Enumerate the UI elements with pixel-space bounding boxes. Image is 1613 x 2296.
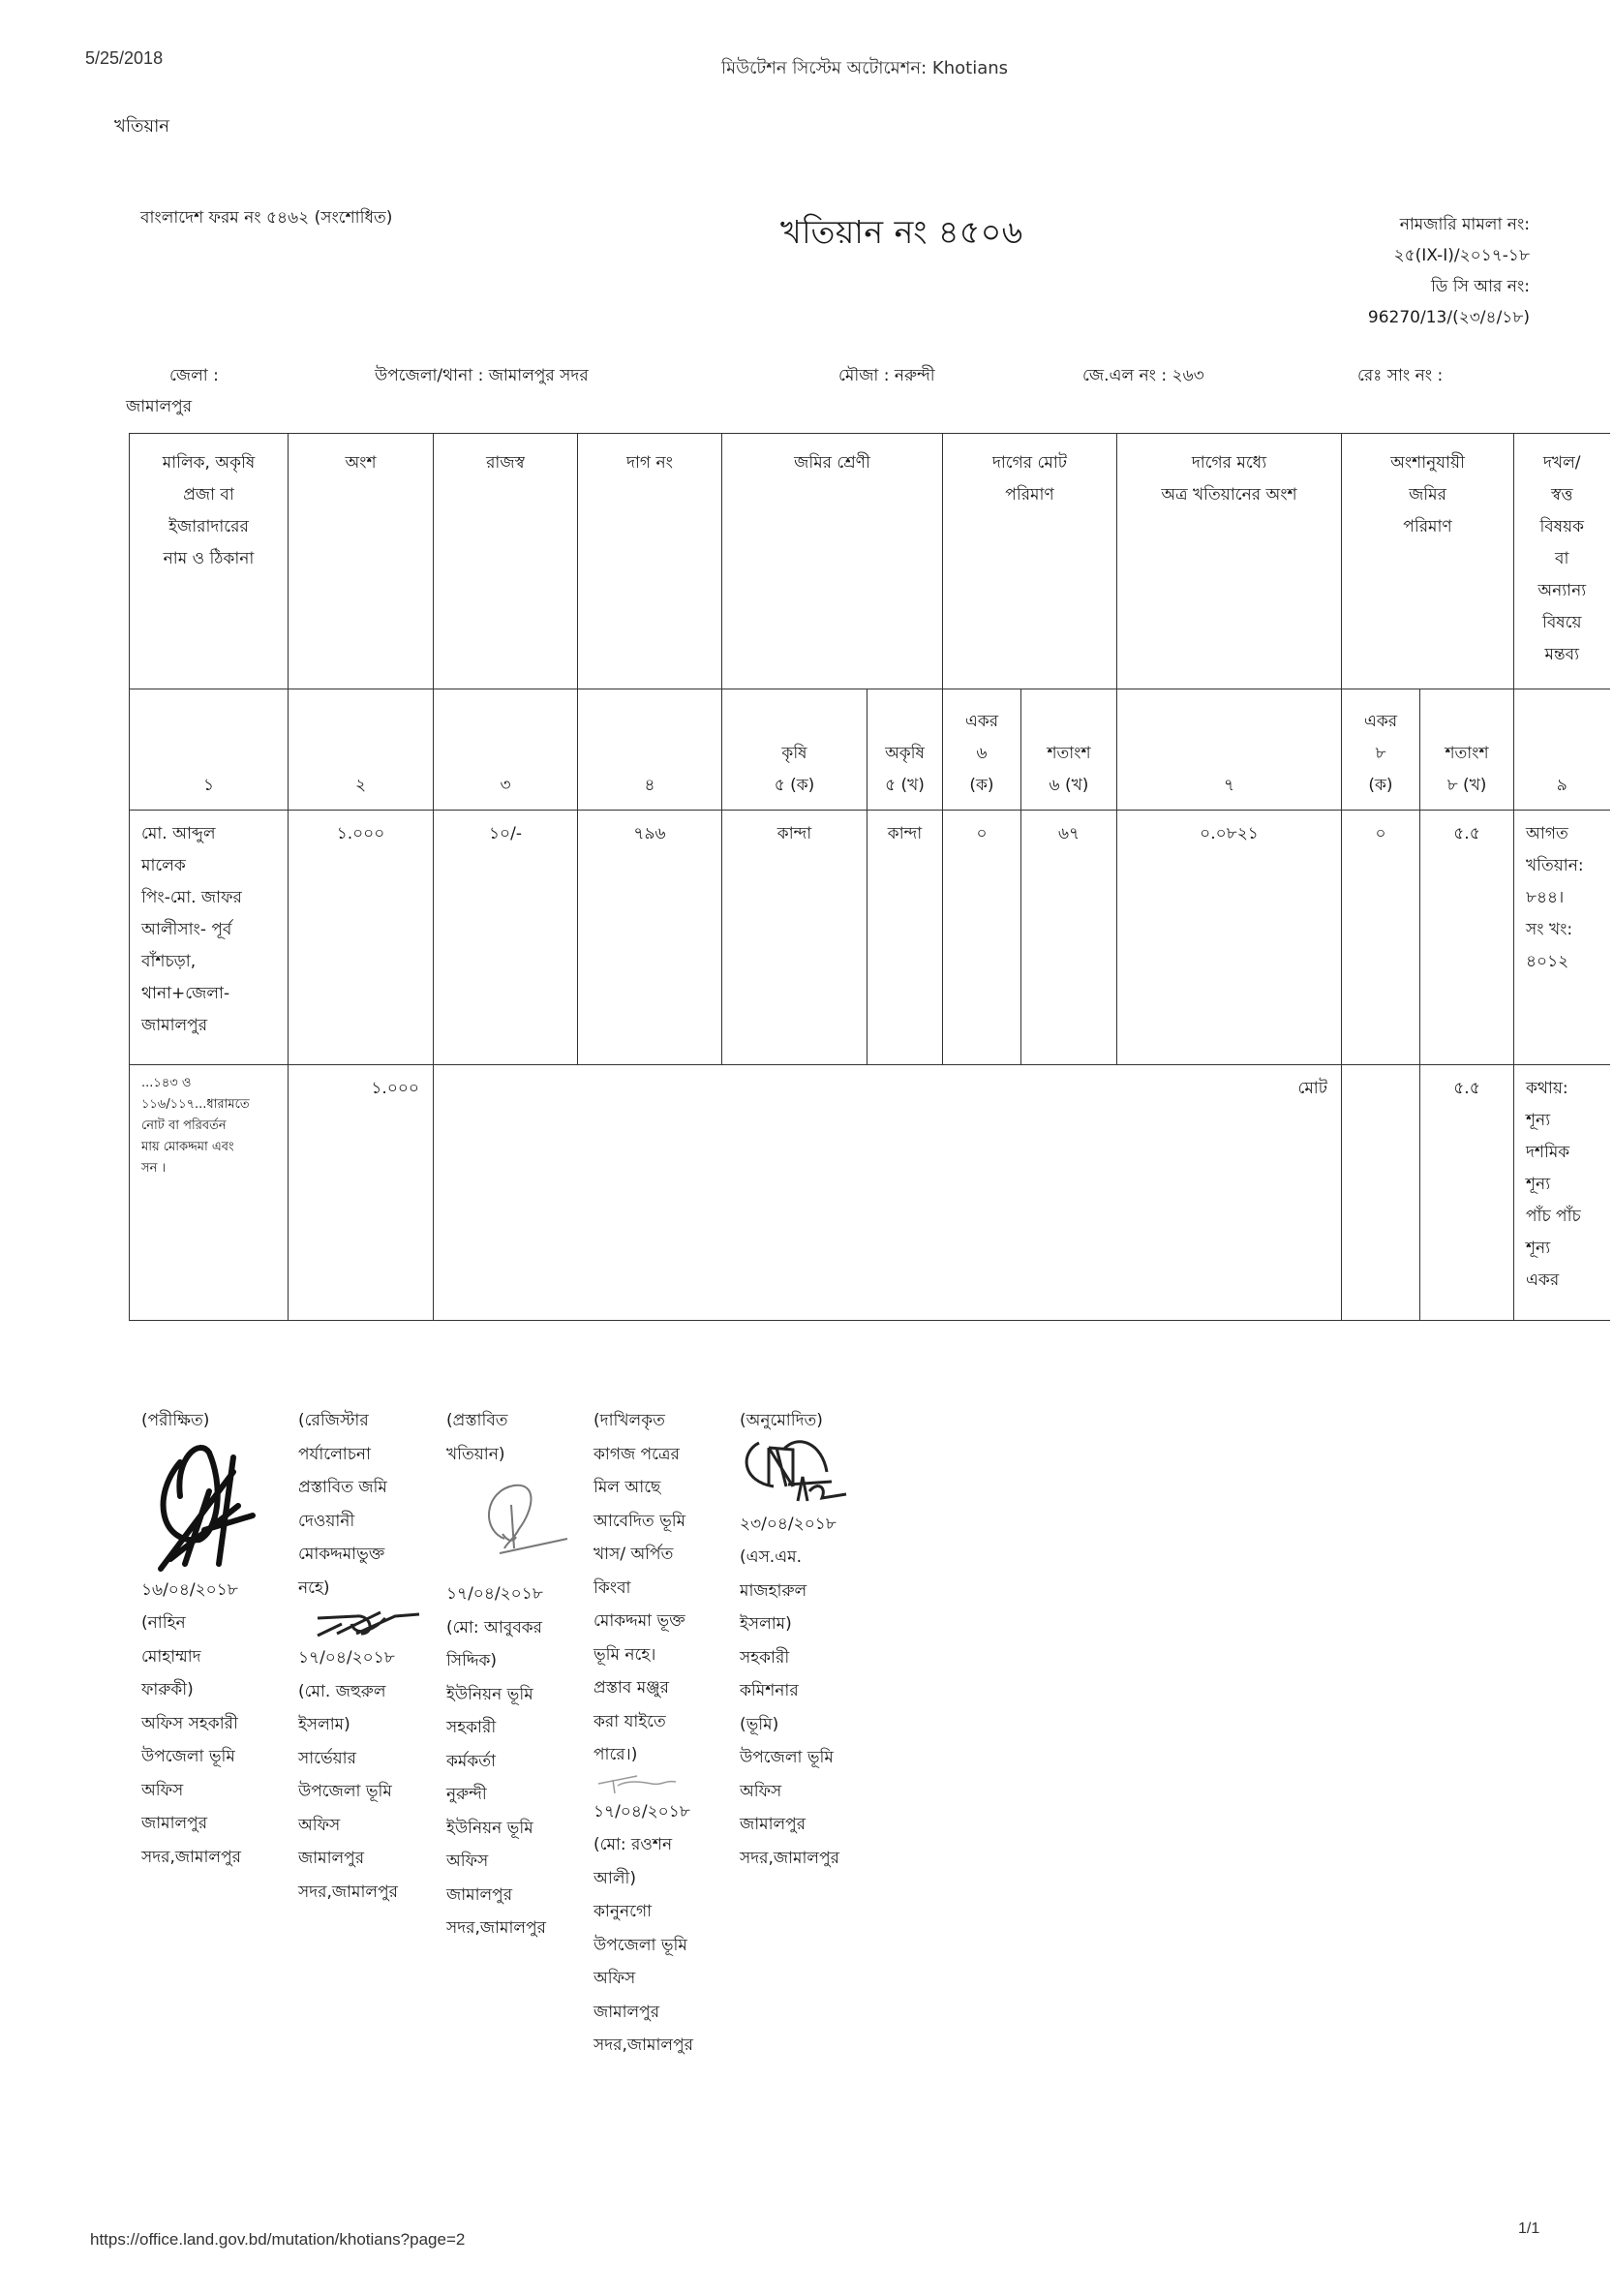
text-line: ৬	[976, 744, 988, 763]
jl-number: জে.এল নং : ২৬৩	[1082, 366, 1204, 385]
cell-share: ১.০০০	[289, 811, 434, 1065]
text-line: নোট বা পরিবর্তন	[141, 1118, 227, 1133]
total-decimal: ৫.৫	[1420, 1065, 1514, 1321]
sig-details	[593, 1828, 739, 2063]
text-line: অত্র খতিয়ানের অংশ	[1161, 485, 1297, 505]
text-line: মিল আছে	[593, 1478, 661, 1497]
print-date: 5/25/2018	[85, 48, 164, 68]
cell-dag-share: ০.০৮২১	[1117, 811, 1342, 1065]
text-line: বিষয়ে	[1541, 613, 1582, 632]
col-2: ২	[289, 689, 434, 811]
header-row	[130, 434, 1610, 689]
signature-block-approved	[740, 1404, 885, 1875]
total-remarks	[1514, 1065, 1610, 1321]
text-line: সন ।	[141, 1161, 167, 1176]
text-line: নাম ও ঠিকানা	[163, 549, 255, 568]
text-line: দেওয়ানী	[298, 1511, 355, 1531]
text-line: জামালপুর	[141, 1814, 208, 1833]
reg-number: রেঃ সাং নং :	[1357, 366, 1444, 385]
cell-decimal-share: ৫.৫	[1420, 811, 1514, 1065]
text-line: (দাখিলকৃত	[593, 1411, 665, 1430]
text-line: ইজারাদারের	[168, 517, 249, 536]
header-remarks	[1514, 434, 1610, 689]
col-3: ৩	[434, 689, 578, 811]
text-line: (প্রস্তাবিত	[446, 1411, 508, 1430]
sig-role	[593, 1404, 739, 1772]
text-line: কথায়:	[1526, 1079, 1568, 1098]
text-line: অফিস সহকারী	[141, 1713, 238, 1733]
signature-block-register-review	[298, 1404, 443, 1909]
col-5kh	[867, 689, 943, 811]
text-line: ৫ (খ)	[885, 776, 925, 795]
text-line: সদর,জামালপুর	[298, 1882, 398, 1902]
text-line: (পরীক্ষিত)	[141, 1411, 210, 1430]
text-line: একর	[964, 712, 999, 731]
table-row	[130, 811, 1610, 1065]
text-line: সদর,জামালপুর	[593, 2036, 693, 2055]
sig-date: ১৭/০৪/২০১৮	[593, 1801, 690, 1821]
text-line: শতাংশ	[1047, 744, 1091, 763]
zila	[126, 360, 219, 422]
signature-5-image	[740, 1438, 866, 1508]
print-title: মিউটেশন সিস্টেম অটোমেশন: Khotians	[721, 58, 1009, 78]
text-line: ইসলাম)	[740, 1614, 792, 1634]
text-line: খতিয়ান)	[446, 1444, 505, 1464]
cell-revenue: ১০/-	[434, 811, 578, 1065]
col-6k	[943, 689, 1021, 811]
text-line: ভূমি নহে।	[593, 1644, 656, 1665]
total-label: মোট	[434, 1065, 1342, 1321]
text-line: (অনুমোদিত)	[740, 1411, 823, 1430]
signature-block-proposed-khotian	[446, 1404, 592, 1945]
text-line: মোহাম্মাদ	[141, 1646, 201, 1667]
text-line: সদর,জামালপুর	[141, 1847, 241, 1867]
text-line: কর্মকর্তা	[446, 1751, 496, 1771]
header-dag-total	[943, 434, 1117, 689]
text-line: মাজহারুল	[740, 1580, 807, 1601]
header-share-land	[1342, 434, 1514, 689]
text-line: প্রস্তাব মঞ্জুর	[593, 1678, 670, 1698]
text-line: উপজেলা ভূমি	[141, 1747, 235, 1766]
text-line: উপজেলা ভূমি	[740, 1748, 834, 1767]
text-line: অফিস	[740, 1781, 782, 1801]
sig-date: ২৩/০৪/২০১৮	[740, 1514, 837, 1534]
text-line: সার্ভেয়ার	[298, 1748, 356, 1768]
signature-block-submitted-docs	[593, 1404, 739, 2063]
text-line: শূন্য	[1526, 1111, 1551, 1130]
text-line: জামালপুর	[141, 1016, 208, 1035]
text-line: (ভূমি)	[740, 1714, 779, 1734]
signature-1-image	[141, 1438, 267, 1574]
text-line: মো. আব্দুল	[141, 824, 216, 843]
namjari-value: ২৫(IX-I)/২০১৭-১৮	[1393, 246, 1530, 265]
sig-details	[740, 1541, 885, 1875]
text-line: আগত	[1526, 824, 1568, 843]
sig-date: ১৬/০৪/২০১৮	[141, 1579, 238, 1600]
form-number: বাংলাদেশ ফরম নং ৫৪৬২ (সংশোধিত)	[140, 208, 393, 228]
text-line: থানা+জেলা-	[141, 984, 230, 1003]
total-share: ১.০০০	[289, 1065, 434, 1321]
signature-2-image	[298, 1605, 424, 1641]
text-line: বাঁশচড়া,	[141, 952, 197, 971]
text-line: দাগের মোট	[991, 453, 1068, 473]
text-line: মালেক	[141, 856, 186, 875]
subheader-row	[130, 689, 1610, 811]
dcr-value: 96270/13/(২৩/৪/১৮)	[1367, 308, 1530, 327]
khotian-table	[129, 433, 1610, 1321]
sig-date: ১৭/০৪/২০১৮	[298, 1648, 395, 1668]
text-line: শূন্য	[1526, 1239, 1551, 1258]
text-line: আলীসাং- পূর্ব	[141, 920, 232, 939]
text-line: (নাহিন	[141, 1613, 186, 1633]
text-line: ফারুকী)	[141, 1680, 194, 1699]
text-line: সদর,জামালপুর	[446, 1918, 546, 1938]
text-line: অফিস	[298, 1815, 341, 1835]
text-line: (মো: রওশন	[593, 1835, 673, 1854]
signature-block-examined	[141, 1404, 287, 1874]
text-line: মালিক, অকৃষি	[162, 453, 256, 473]
col-1: ১	[130, 689, 289, 811]
header-dag-share	[1117, 434, 1342, 689]
cell-decimal-total: ৬৭	[1021, 811, 1117, 1065]
text-line: প্রজা বা	[183, 485, 234, 505]
col-6kh	[1021, 689, 1117, 811]
text-line: ...১৪৩ ও	[141, 1076, 192, 1090]
text-line: একর	[1526, 1270, 1560, 1290]
header-share: অংশ	[289, 434, 434, 689]
total-row	[130, 1065, 1610, 1321]
mouza: মৌজা : নরুন্দী	[838, 366, 935, 385]
sig-role	[740, 1404, 885, 1438]
text-line: দশমিক	[1526, 1143, 1570, 1162]
text-line: অকৃষি	[885, 744, 925, 763]
text-line: ইউনিয়ন ভূমি	[446, 1684, 533, 1704]
text-line: অফিস	[593, 1969, 636, 1988]
col-8kh	[1420, 689, 1514, 811]
text-line: অফিস	[446, 1852, 489, 1871]
khotian-title: খতিয়ান নং ৪৫০৬	[780, 213, 1023, 251]
col-5k	[722, 689, 867, 811]
header-revenue: রাজস্ব	[434, 434, 578, 689]
signature-3-image	[446, 1471, 572, 1577]
upazila: উপজেলা/থানা : জামালপুর সদর	[375, 366, 589, 385]
cell-remarks	[1514, 811, 1610, 1065]
text-line: শূন্য	[1526, 1175, 1551, 1194]
text-line: জামালপুর	[446, 1884, 513, 1905]
cell-agri: কান্দা	[722, 811, 867, 1065]
dcr-label: ডি সি আর নং:	[1430, 277, 1530, 296]
text-line: সহকারী	[740, 1647, 790, 1668]
sig-details	[298, 1675, 443, 1910]
text-line: জামালপুর	[593, 2002, 660, 2022]
namjari-label: নামজারি মামলা নং:	[1399, 215, 1530, 234]
text-line: পিং-মো. জাফর	[141, 888, 242, 907]
col-4: ৪	[578, 689, 722, 811]
signature-4-image	[593, 1772, 719, 1795]
sig-date: ১৭/০৪/২০১৮	[446, 1584, 543, 1604]
text-line: ১১৬/১১৭...ধারামতে	[141, 1097, 250, 1112]
text-line: কাগজ পত্রের	[593, 1444, 680, 1464]
text-line: পর্যালোচনা	[298, 1444, 371, 1464]
cell-non-agri: কান্দা	[867, 811, 943, 1065]
text-line: সহকারী	[446, 1718, 497, 1737]
text-line: পারে।)	[593, 1745, 638, 1764]
text-line: মন্তব্য	[1544, 645, 1580, 664]
text-line: ৮ (খ)	[1446, 776, 1487, 795]
sig-details	[141, 1607, 287, 1874]
text-line: পাঁচ পাঁচ	[1526, 1207, 1581, 1226]
sig-role	[298, 1404, 443, 1605]
text-line: দখল/	[1543, 453, 1581, 473]
text-line: বা	[1555, 549, 1569, 568]
cell-acre-share: ০	[1342, 811, 1420, 1065]
text-line: করা যাইতে	[593, 1711, 666, 1731]
text-line: দাগের মধ্যে	[1191, 453, 1267, 473]
footer-url: https://office.land.gov.bd/mutation/khotians?page=2	[90, 2230, 466, 2249]
text-line: আবেদিত ভূমি	[593, 1511, 686, 1531]
text-line: ৮৪৪।	[1526, 888, 1565, 907]
footer-page-number: 1/1	[1518, 2220, 1540, 2237]
text-line: শতাংশ	[1445, 744, 1489, 763]
text-line: মোকদ্দমা ভূক্ত	[593, 1611, 685, 1631]
text-line: নহে)	[298, 1577, 330, 1598]
text-line: সং খং:	[1526, 920, 1573, 939]
text-line: ৫ (ক)	[774, 776, 815, 795]
text-line: আলী)	[593, 1868, 636, 1888]
text-line: খতিয়ান:	[1526, 856, 1584, 875]
text-line: অন্যান্য	[1537, 581, 1587, 600]
text-line: (রেজিস্টার	[298, 1411, 369, 1430]
text-line: অফিস	[141, 1780, 184, 1800]
text-line: বিষয়ক	[1539, 517, 1585, 536]
col-8k	[1342, 689, 1420, 811]
zila-label: জেলা :	[169, 366, 219, 385]
text-line: অংশানুযায়ী	[1390, 453, 1465, 473]
page-heading: খতিয়ান	[114, 116, 170, 137]
text-line: ৬ (খ)	[1049, 776, 1089, 795]
sig-role	[141, 1404, 287, 1438]
text-line: উপজেলা ভূমি	[593, 1935, 687, 1955]
text-line: সিদ্দিক)	[446, 1651, 498, 1670]
text-line: স্বত্ত	[1550, 485, 1573, 505]
cell-owner	[130, 811, 289, 1065]
total-note	[130, 1065, 289, 1321]
text-line: জমির	[1409, 485, 1446, 505]
text-line: সদর,জামালপুর	[740, 1848, 839, 1868]
case-info	[1368, 209, 1530, 333]
text-line: ৪০১২	[1526, 952, 1569, 971]
text-line: খাস/ অর্পিত	[593, 1545, 674, 1564]
text-line: কমিশনার	[740, 1681, 799, 1700]
text-line: (মো. জহুরুল	[298, 1681, 386, 1701]
zila-value: জামালপুর	[126, 397, 193, 416]
col-7: ৭	[1117, 689, 1342, 811]
col-9: ৯	[1514, 689, 1610, 811]
header-land-class: জমির শ্রেণী	[722, 434, 943, 689]
header-owner	[130, 434, 289, 689]
text-line: ইউনিয়ন ভূমি	[446, 1818, 533, 1838]
header-dag-no: দাগ নং	[578, 434, 722, 689]
text-line: জামালপুর	[740, 1815, 806, 1834]
text-line: নুরুন্দী	[446, 1785, 487, 1804]
text-line: পরিমাণ	[1403, 517, 1452, 536]
text-line: (এস.এম.	[740, 1547, 802, 1567]
text-line: কৃষি	[781, 744, 807, 763]
text-line: কিংবা	[593, 1577, 631, 1598]
text-line: ৮	[1375, 744, 1386, 763]
text-line: মোকদ্দমাভুক্ত	[298, 1545, 385, 1564]
text-line: জামালপুর	[298, 1849, 365, 1868]
cell-dag-no: ৭৯৬	[578, 811, 722, 1065]
text-line: কানুনগো	[593, 1902, 653, 1921]
total-acre	[1342, 1065, 1420, 1321]
text-line: (ক)	[969, 776, 994, 795]
cell-acre-total: ০	[943, 811, 1021, 1065]
text-line: উপজেলা ভূমি	[298, 1782, 392, 1801]
text-line: (ক)	[1368, 776, 1393, 795]
text-line: (মো: আবুবকর	[446, 1617, 543, 1638]
sig-details	[446, 1611, 592, 1945]
text-line: ইসলাম)	[298, 1715, 350, 1734]
sig-role	[446, 1404, 592, 1471]
text-line: মায় মোকদ্দমা এবং	[141, 1140, 234, 1154]
text-line: প্রস্তাবিত জমি	[298, 1478, 387, 1497]
text-line: পরিমাণ	[1005, 485, 1054, 505]
text-line: একর	[1363, 712, 1398, 731]
